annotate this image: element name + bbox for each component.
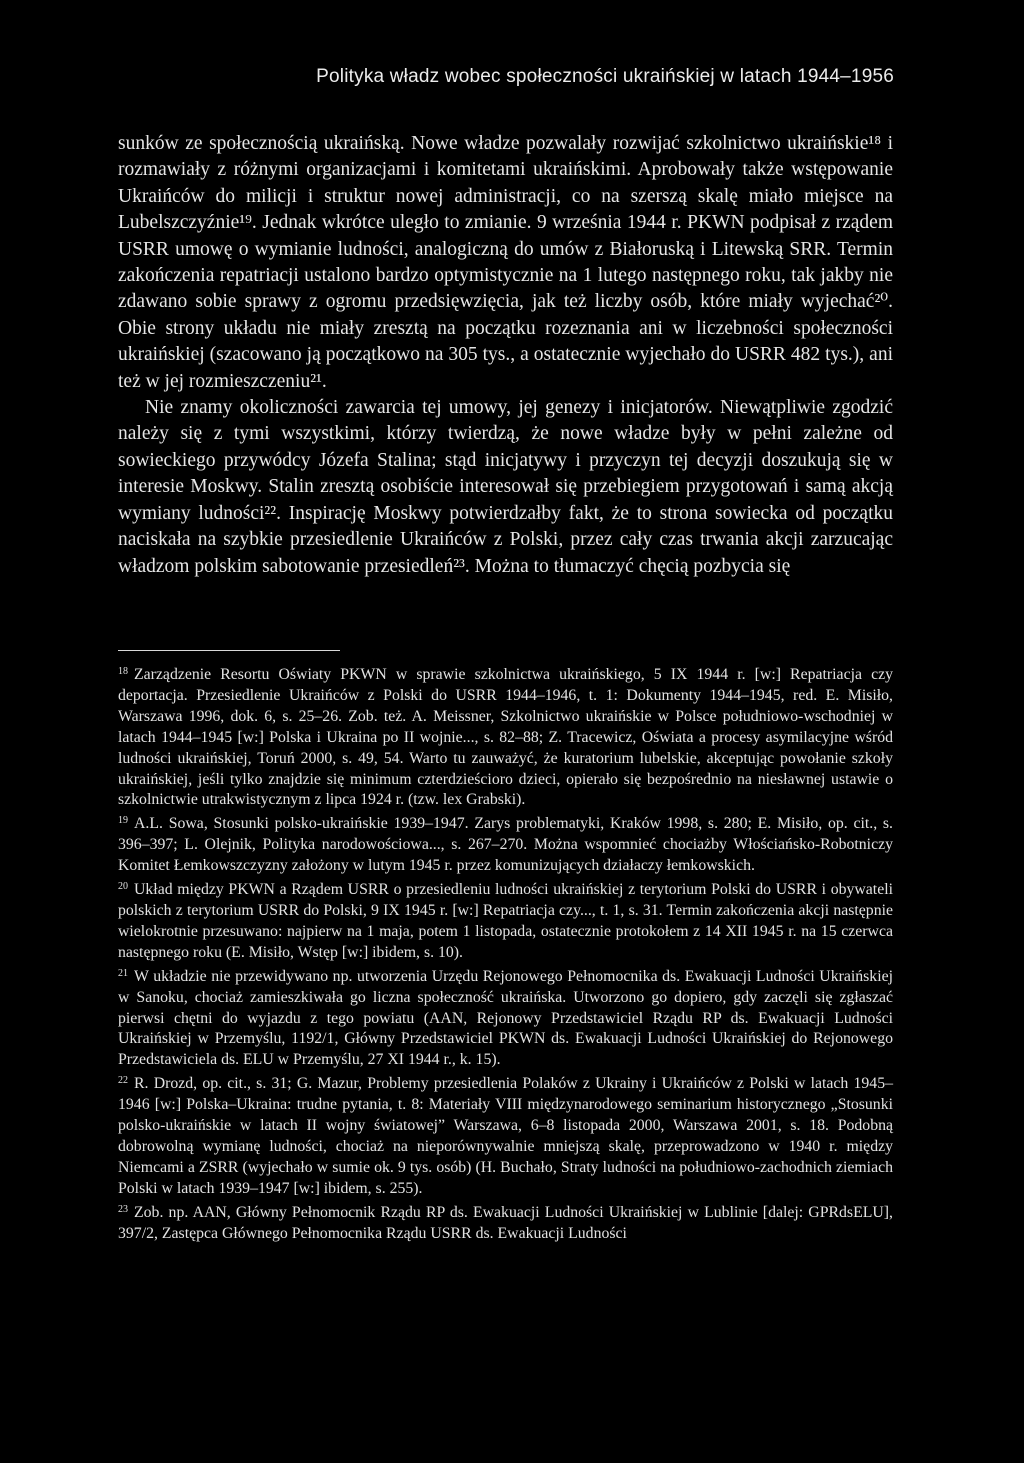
footnote-separator (118, 650, 340, 651)
footnote-number: 20 (118, 881, 128, 893)
footnote-21 (118, 964, 893, 1072)
running-title: Polityka władz wobec społeczności ukraińskiej w latach 1944–1956 (316, 66, 894, 87)
footnote-text: Zarządzenie Resortu Oświaty PKWN w sprawie szkolnictwa ukraińskiego, 5 IX 1944 r. [w:] Repatriacja czy deportacja. Przesiedlenie Ukraińców z Polski do USRR 1944–1946, t. 1: Dokumenty 1944–1945, red. E. Misiło, Warszawa 1996, dok. 6, s. 25–26. Zob. też. A. Meissner, Szkolnictwo ukraińskie w Polsce południowo-wschodniej w latach 1944–1945 [w:] Polska i Ukraina po II wojnie..., s. 82–88; Z. Tracewicz, Oświata a procesy asymilacyjne wśród ludności ukraińskiej, Toruń 2000, s. 49, 54. Warto tu zauważyć, że kuratorium lubelskie, akceptując powołanie szkoły ukraińskiej, jeśli tylko znajdzie się minimum czterdzieścioro dzieci, opierało się bezpośrednio na niesławnej ustawie o szkolnictwie utrakwistycznym z lipca 1924 r. (tzw. lex Grabski). (118, 666, 893, 809)
footnote-text: W układzie nie przewidywano np. utworzenia Urzędu Rejonowego Pełnomocnika ds. Ewakuacji Ludności Ukraińskiej w Sanoku, chociaż zamieszkiwała go liczna społeczność ukraińska. Utworzono go dopiero, gdy zaczęli się zgłaszać pierwsi chętni do wyjazdu z tego powiatu (AAN, Rejonowy Przedstawiciel Rządu RP ds. Ewakuacji Ludności Ukraińskiej w Przemyślu, 1192/1, Główny Przedstawiciel PKWN ds. Ewakuacji Ludności Ukraińskiej do Rejonowego Przedstawiciela ds. ELU w Przemyślu, 27 XI 1944 r., k. 15). (118, 967, 893, 1069)
footnote-text: Zob. np. AAN, Główny Pełnomocnik Rządu RP ds. Ewakuacji Ludności Ukraińskiej w Lublinie [dalej: GPRdsELU], 397/2, Zastępca Głównego Pełnomocnika Rządu USRR ds. Ewakuacji Ludności (118, 1203, 893, 1242)
paragraph: sunków ze społecznością ukraińską. Nowe władze pozwalały rozwijać szkolnictwo ukraińskie¹⁸ i rozmawiały z różnymi organizacjami i komitetami ukraińskimi. Aprobowały także wstępowanie Ukraińców do milicji i struktur nowej administracji, co na szerszą skalę miało miejsce na Lubelszczyźnie¹⁹. Jednak wkrótce uległo to zmianie. 9 września 1944 r. PKWN podpisał z rządem USRR umowę o wymianie ludności, analogiczną do umów z Białoruską i Litewską SRR. Termin zakończenia repatriacji ustalono bardzo optymistycznie na 1 lutego następnego roku, tak jakby nie zdawano sobie sprawy z ogromu przedsięwzięcia, jak też liczby osób, które miały wyjechać²⁰. Obie strony układu nie miały zresztą na początku rozeznania ani w liczebności społeczności ukraińskiej (szacowano ją początkowo na 305 tys., a ostatecznie wyjechało do USRR 482 tys.), ani też w jej rozmieszczeniu²¹. (118, 133, 893, 392)
footnote-text: R. Drozd, op. cit., s. 31; G. Mazur, Problemy przesiedlenia Polaków z Ukrainy i Ukraińców z Polski w latach 1945–1946 [w:] Polska–Ukraina: trudne pytania, t. 8: Materiały VIII międzynarodowego seminarium historycznego „Stosunki polsko-ukraińskie w latach II wojny światowej” Warszawa, 6–8 listopada 2000, Warszawa 2001, s. 18. Podobną dobrowolną wymianę ludności, chociaż na nieporównywalnie mniejszą skalę, przeprowadzono w 1940 r. między Niemcami a ZSRR (wyjechało w sumie ok. 9 tys. osób) (H. Buchało, Straty ludności na południowo-zachodnich ziemiach Polski w latach 1939–1947 [w:] ibidem, s. 255). (118, 1075, 893, 1197)
footnote-number: 21 (118, 967, 128, 979)
main-text (118, 131, 893, 580)
footnote-number: 18 (118, 666, 128, 677)
footnote-23 (118, 1200, 893, 1245)
footnote-22 (118, 1071, 893, 1199)
footnote-18 (118, 662, 893, 811)
footnote-19 (118, 811, 893, 877)
footnotes (118, 662, 893, 1244)
footnote-number: 19 (118, 815, 128, 827)
footnote-number: 23 (118, 1203, 128, 1215)
footnote-text: A.L. Sowa, Stosunki polsko-ukraińskie 1939–1947. Zarys problematyki, Kraków 1998, s. 280; E. Misiło, op. cit., s. 396–397; L. Olejnik, Polityka narodowościowa..., s. 267–270. Można wspomnieć chociażby Włościańsko-Robotniczy Komitet Łemkowszczyzny założony w lutym 1945 r. przez komunizujących działaczy łemkowskich. (118, 815, 893, 875)
footnote-number: 22 (118, 1075, 128, 1087)
footnote-text: Układ między PKWN a Rządem USRR o przesiedleniu ludności ukraińskiej z terytorium Polski do USRR i obywateli polskich z terytorium USRR do Polski, 9 IX 1945 r. [w:] Repatriacja czy..., t. 1, s. 31. Termin zakończenia akcji następnie wielokrotnie przesuwano: najpierw na 1 maja, potem 1 listopada, ostatecznie protokołem z 14 XII 1945 r. na 15 czerwca następnego roku (E. Misiło, Wstęp [w:] ibidem, s. 10). (118, 881, 893, 961)
footnote-20 (118, 877, 893, 964)
paragraph: Nie znamy okoliczności zawarcia tej umowy, jej genezy i inicjatorów. Niewątpliwie zgodzić należy się z tymi wszystkimi, którzy twierdzą, że nowe władze były w pełni zależne od sowieckiego przywódcy Józefa Stalina; stąd inicjatywy i przyczyn tej decyzji doszukują się w interesie Moskwy. Stalin zresztą osobiście interesował się przebiegiem przygotowań i samą akcją wymiany ludności²². Inspirację Moskwy potwierdzałby fakt, że to strona sowiecka od początku naciskała na szybkie przesiedlenie Ukraińców z Polski, przez cały czas trwania akcji zarzucając władzom polskim sabotowanie przesiedleń²³. Można to tłumaczyć chęcią pozbycia się (118, 397, 893, 577)
